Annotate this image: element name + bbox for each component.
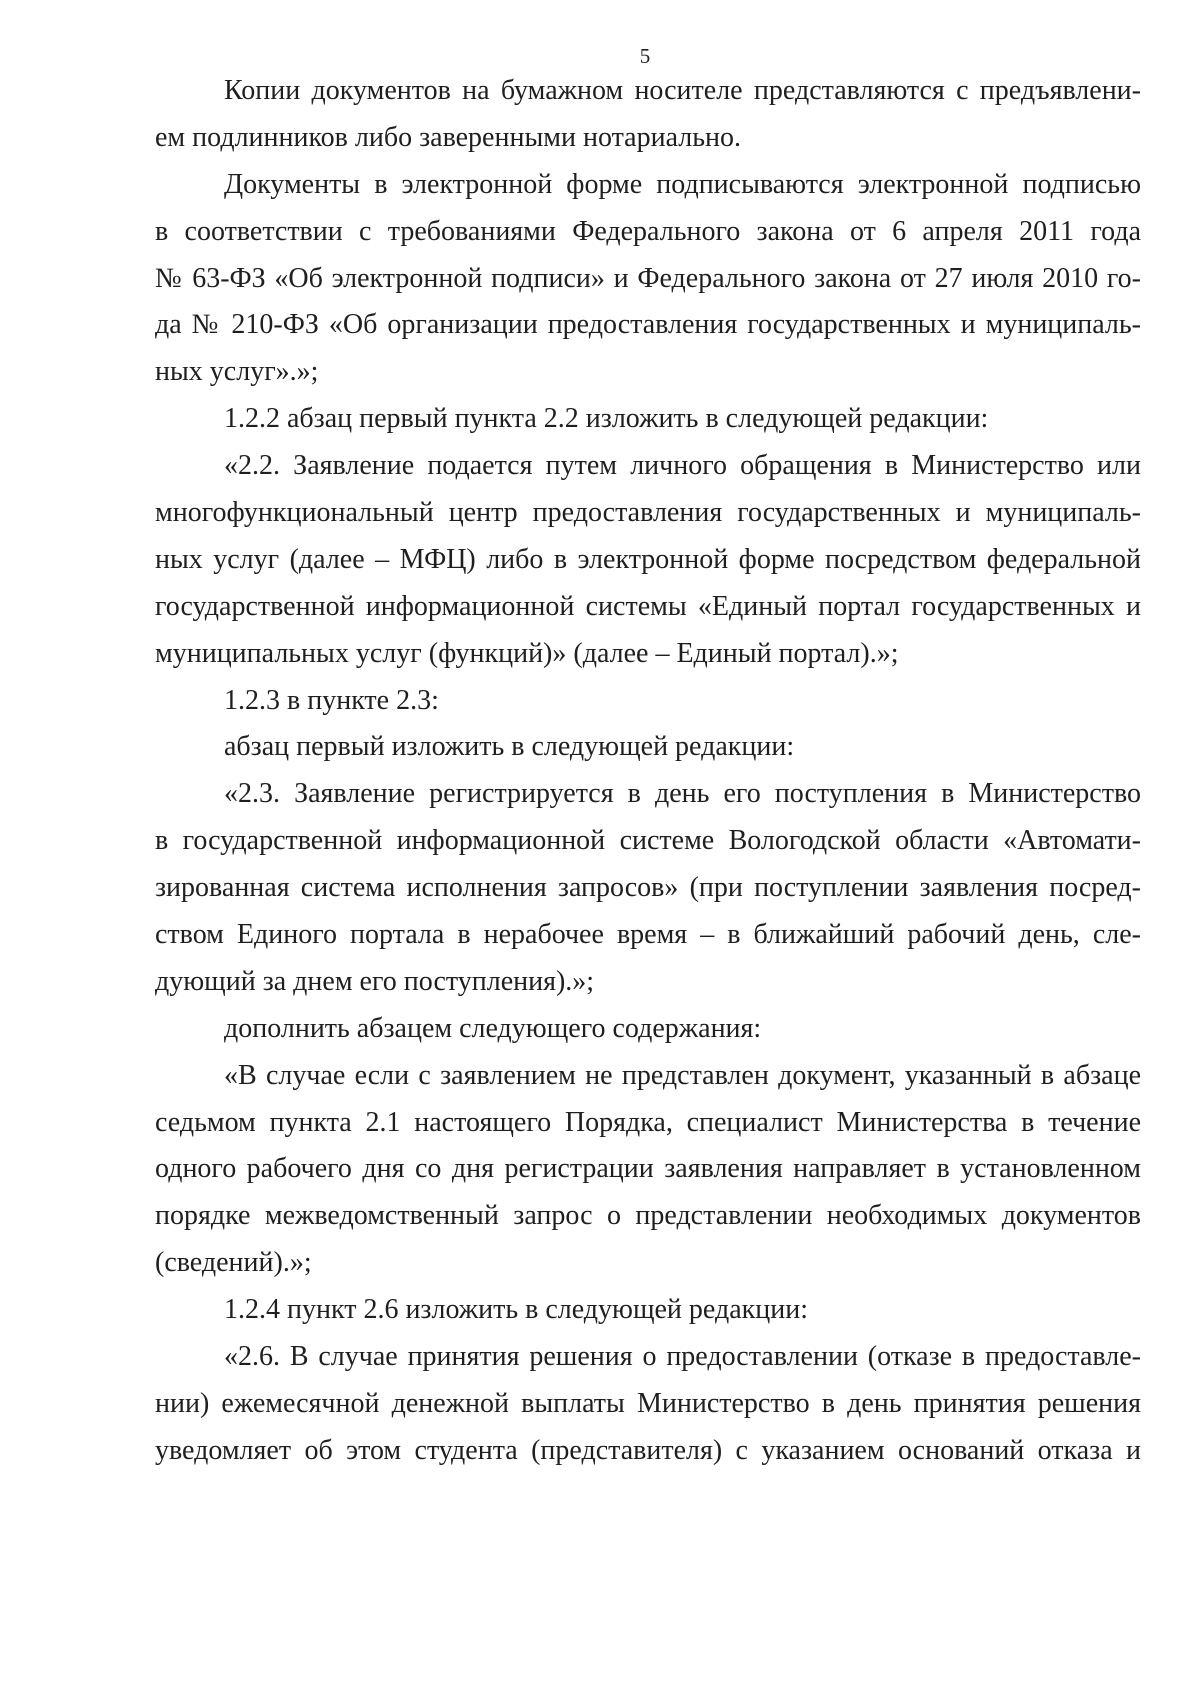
document-body (155, 68, 1141, 1475)
text-line: в государственной информационной системе Вологодской области «Автомати- (155, 825, 1141, 857)
text-line: зированная система исполнения запросов» (при поступлении заявления посред- (155, 872, 1141, 904)
text-line: «2.3. Заявление регистрируется в день его поступления в Министерство (224, 778, 1141, 810)
text-line: «В случае если с заявлением не представлен документ, указанный в абзаце (224, 1059, 1141, 1091)
text-line: порядке межведомственный запрос о представлении необходимых документов (155, 1200, 1141, 1232)
text-line: ем подлинников либо заверенными нотариально. (155, 121, 741, 153)
text-line: 1.2.4 пункт 2.6 изложить в следующей редакции: (224, 1294, 808, 1326)
text-line: дующий за днем его поступления).»; (155, 965, 595, 997)
text-line: одного рабочего дня со дня регистрации заявления направляет в установленном (155, 1153, 1141, 1185)
text-line: уведомляет об этом студента (представителя) с указанием оснований отказа и (155, 1434, 1141, 1466)
text-line: 1.2.2 абзац первый пункта 2.2 изложить в следующей редакции: (224, 403, 989, 435)
page-number: 5 (639, 44, 651, 68)
text-line: в соответствии с требованиями Федерального закона от 6 апреля 2011 года (155, 215, 1141, 247)
text-line: ных услуг (далее – МФЦ) либо в электронной форме посредством федеральной (155, 543, 1141, 575)
text-line: дополнить абзацем следующего содержания: (224, 1012, 762, 1044)
text-line: да № 210-ФЗ «Об организации предоставления государственных и муниципаль- (155, 309, 1141, 341)
text-line: ством Единого портала в нерабочее время – в ближайший рабочий день, сле- (155, 919, 1141, 951)
text-line: 1.2.3 в пункте 2.3: (224, 684, 439, 716)
text-line: государственной информационной системы «Единый портал государственных и (155, 590, 1141, 622)
text-line: (сведений).»; (155, 1247, 312, 1279)
text-line: муниципальных услуг (функций)» (далее – Единый портал).»; (155, 637, 899, 669)
text-line: нии) ежемесячной денежной выплаты Министерство в день принятия решения (155, 1387, 1141, 1419)
text-line: седьмом пункта 2.1 настоящего Порядка, специалист Министерства в течение (155, 1106, 1141, 1138)
text-line: многофункциональный центр предоставления государственных и муниципаль- (155, 497, 1141, 529)
text-line: № 63-ФЗ «Об электронной подписи» и Федерального закона от 27 июля 2010 го- (155, 262, 1141, 294)
text-line: Документы в электронной форме подписываются электронной подписью (224, 168, 1141, 200)
text-line: «2.6. В случае принятия решения о предоставлении (отказе в предоставле- (224, 1341, 1141, 1373)
text-line: «2.2. Заявление подается путем личного обращения в Министерство или (224, 450, 1141, 482)
text-line: абзац первый изложить в следующей редакции: (224, 731, 795, 763)
text-line: Копии документов на бумажном носителе представляются с предъявлени- (224, 75, 1141, 106)
text-line: ных услуг».»; (155, 356, 319, 388)
